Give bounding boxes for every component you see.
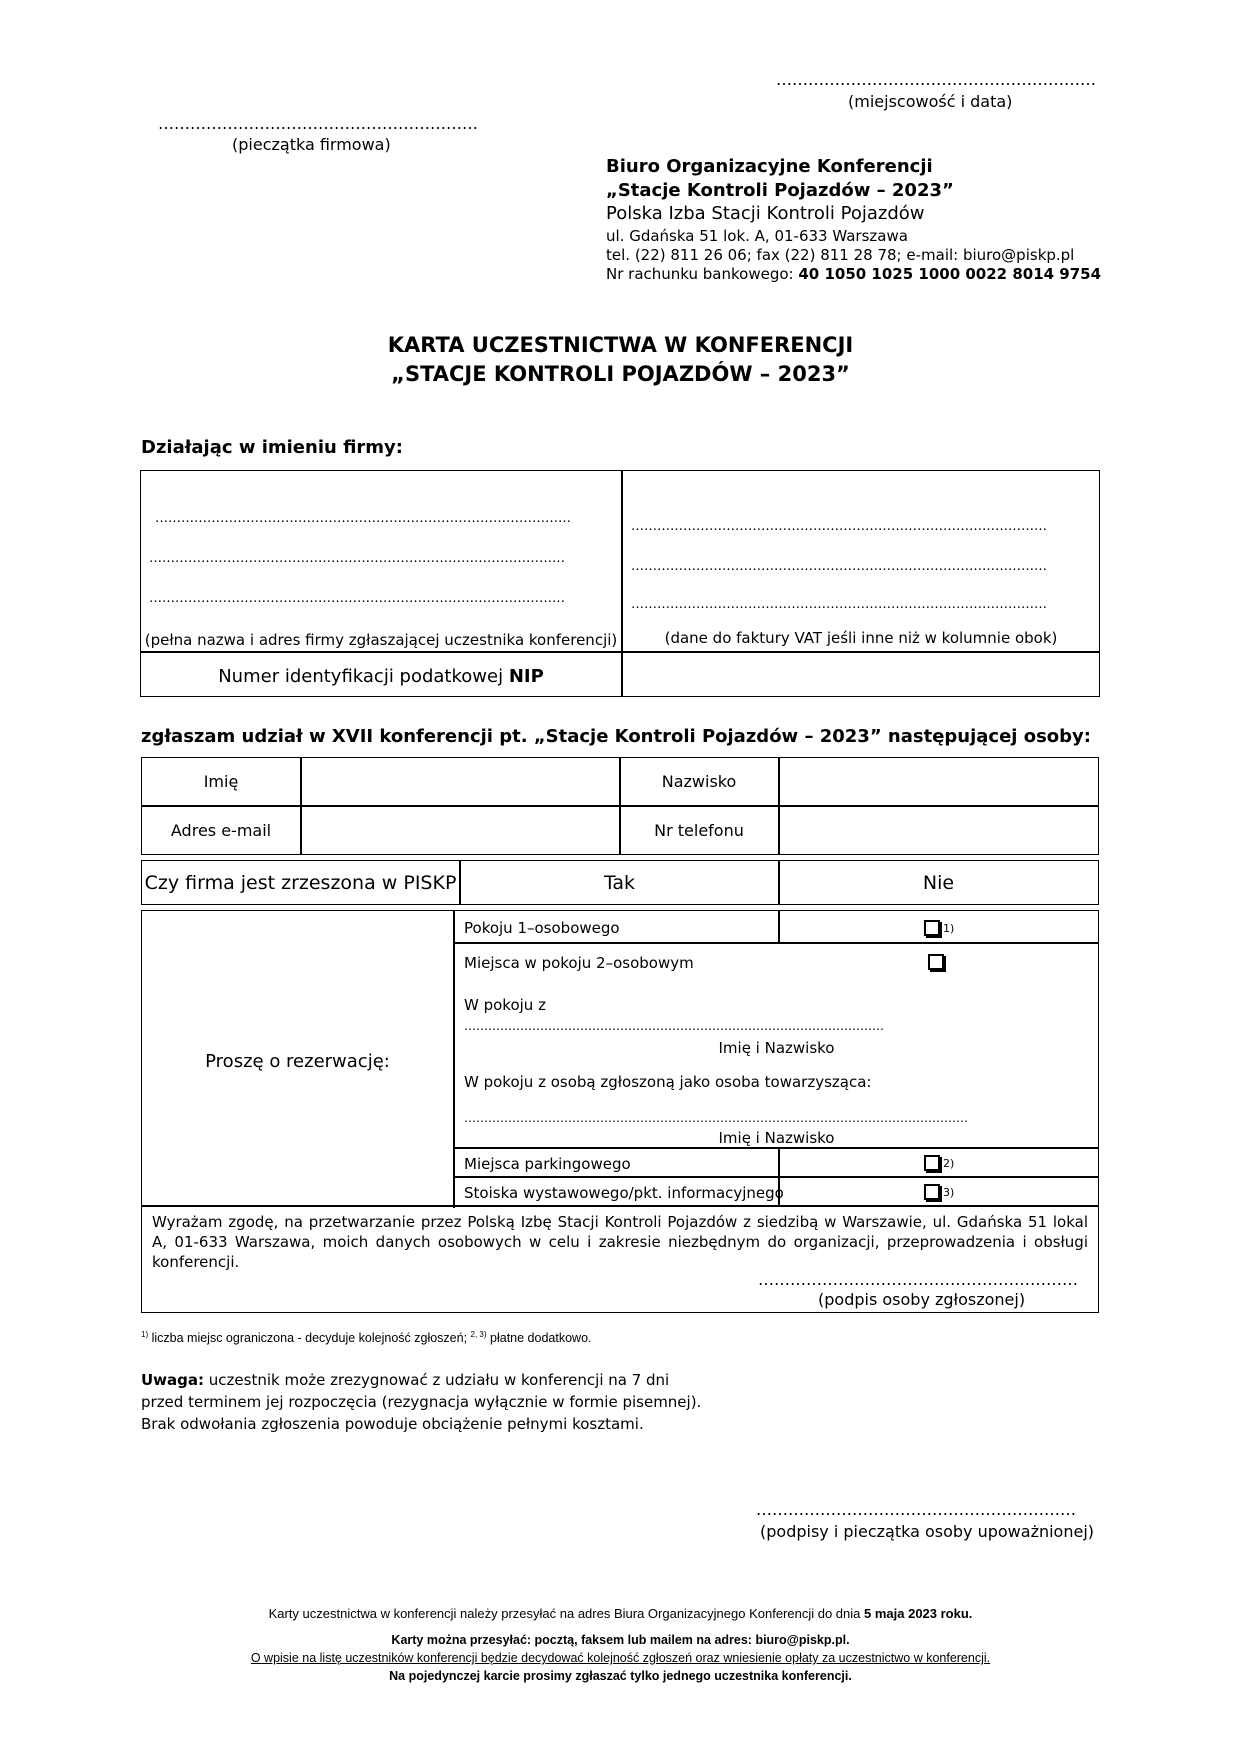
stand-note: 3) <box>943 1186 955 1199</box>
footer-line-3-text: O wpisie na listę uczestników konferencji będzie decydować kolejność zgłoszeń oraz wniesienie opłaty za uczestnictwo w konferencji. <box>250 1651 991 1665</box>
warning-bold: Uwaga: <box>141 1371 205 1389</box>
company-heading: Działając w imieniu firmy: <box>141 437 403 458</box>
warning-block <box>141 1369 701 1435</box>
footer-line-2: Karty można przesyłać: pocztą, faksem lub mailem na adres: biuro@piskp.pl. <box>391 1633 850 1647</box>
company-name-field[interactable]: …………………………………………………………………………………… <box>155 511 571 526</box>
phone-label: Nr telefonu <box>654 821 744 840</box>
office-organization: Polska Izba Stacji Kontroli Pojazdów <box>606 203 925 224</box>
invoice-field-2[interactable]: …………………………………………………………………………………… <box>631 559 1047 574</box>
companion-name-label: Imię i Nazwisko <box>718 1129 835 1147</box>
phone-input[interactable] <box>780 808 1096 852</box>
footer-line-1 <box>0 1606 1241 1621</box>
parking-option[interactable] <box>924 1152 954 1171</box>
last-name-label: Nazwisko <box>661 772 737 791</box>
footer-line-3 <box>0 1651 1241 1665</box>
bank-number: 40 1050 1025 1000 0022 8014 9754 <box>798 265 1102 283</box>
office-bank <box>606 265 1101 283</box>
reservation-label: Proszę o rezerwację: <box>205 1051 390 1072</box>
with-person-label: W pokoju z <box>464 996 546 1014</box>
double-room-option[interactable] <box>928 951 944 970</box>
office-address: ul. Gdańska 51 lok. A, 01-633 Warszawa <box>606 227 908 245</box>
consent-signature-field[interactable]: …………………………………………………… <box>758 1270 1078 1289</box>
company-right-label: (dane do faktury VAT jeśli inne niż w kolumnie obok) <box>664 629 1058 647</box>
email-input[interactable] <box>302 808 618 852</box>
last-name-input[interactable] <box>780 760 1096 804</box>
office-conference-name: „Stacje Kontroli Pojazdów – 2023” <box>606 180 954 201</box>
stamp-dots: …………………………………………………… <box>158 114 478 133</box>
email-label: Adres e-mail <box>170 821 272 840</box>
footer-deadline: 5 maja 2023 roku. <box>864 1606 973 1621</box>
stamp-label: (pieczątka firmowa) <box>232 135 391 154</box>
first-name-label: Imię <box>203 772 239 791</box>
double-room-label: Miejsca w pokoju 2–osobowym <box>464 954 694 972</box>
company-address-field-1[interactable]: …………………………………………………………………………………… <box>149 551 565 566</box>
place-date-dots: …………………………………………………… <box>776 70 1096 89</box>
nip-label-text: Numer identyfikacji podatkowej <box>218 666 509 687</box>
companion-input[interactable]: ……………………………………………………………………………………………………………… <box>464 1111 968 1125</box>
parking-note: 2) <box>943 1157 955 1170</box>
footnotes <box>141 1330 592 1345</box>
office-name: Biuro Organizacyjne Konferencji <box>606 156 933 177</box>
with-person-input[interactable]: …………………………………………………………………………………………… <box>464 1019 884 1033</box>
membership-no-option[interactable]: Nie <box>922 872 955 894</box>
office-contact: tel. (22) 811 26 06; fax (22) 811 28 78; e-mail: biuro@piskp.pl <box>606 246 1075 264</box>
single-room-note: 1) <box>943 922 955 935</box>
participant-table <box>141 757 1099 855</box>
bank-label: Nr rachunku bankowego: <box>606 265 799 283</box>
place-date-label: (miejscowość i data) <box>848 92 1013 111</box>
double-room-checkbox[interactable] <box>928 954 944 970</box>
company-address-field-2[interactable]: …………………………………………………………………………………… <box>149 591 565 606</box>
companion-label: W pokoju z osobą zgłoszoną jako osoba towarzysząca: <box>464 1073 872 1091</box>
company-left-label: (pełna nazwa i adres firmy zgłaszającej uczestnika konferencji) <box>144 631 618 649</box>
consent-box <box>141 1205 1099 1313</box>
membership-question: Czy firma jest zrzeszona w PISKP <box>144 872 457 894</box>
consent-text: Wyrażam zgodę, na przetwarzanie przez Polską Izbę Stacji Kontroli Pojazdów z siedzibą w Warszawie, ul. Gdańska 51 lokal A, 01-633 Warszawa, moich danych osobowych w celu i zakresie niezbędnym do organizacji, przeprowadzenia i obsługi konferencji. <box>152 1213 1088 1271</box>
invoice-field-1[interactable]: …………………………………………………………………………………… <box>631 519 1047 534</box>
warning-text-1: uczestnik może zrezygnować z udziału w konferencji na 7 dni <box>204 1371 670 1389</box>
form-title-line2: „STACJE KONTROLI POJAZDÓW – 2023” <box>391 362 850 386</box>
footnote-text-1: liczba miejsc ograniczona - decyduje kolejność zgłoszeń; <box>151 1331 468 1346</box>
single-room-checkbox[interactable] <box>924 920 940 936</box>
with-person-name-label: Imię i Nazwisko <box>718 1039 835 1057</box>
warning-line-2: przed terminem jej rozpoczęcia (rezygnacja wyłącznie w formie pisemnej). <box>141 1393 702 1411</box>
reservation-box <box>141 910 1099 1207</box>
nip-label <box>141 666 621 687</box>
company-box <box>140 470 1100 697</box>
footnote-text-2: płatne dodatkowo. <box>490 1331 592 1346</box>
membership-row <box>141 860 1099 905</box>
nip-input[interactable] <box>623 653 1099 696</box>
warning-line-1 <box>141 1369 701 1391</box>
stand-checkbox[interactable] <box>924 1184 940 1200</box>
participant-heading: zgłaszam udział w XVII konferencji pt. „Stacje Kontroli Pojazdów – 2023” następującej osoby: <box>141 726 1091 747</box>
footnote-mark-2: 2, 3) <box>470 1330 487 1339</box>
membership-yes-option[interactable]: Tak <box>603 872 636 894</box>
footnote-mark-1: 1) <box>141 1330 149 1339</box>
authorized-signature-field[interactable]: …………………………………………………… <box>756 1500 1076 1519</box>
first-name-input[interactable] <box>302 760 618 804</box>
parking-checkbox[interactable] <box>924 1155 940 1171</box>
footer-line-1-text: Karty uczestnictwa w konferencji należy przesyłać na adres Biura Organizacyjnego Konferencji do dnia <box>268 1606 864 1621</box>
warning-line-3: Brak odwołania zgłoszenia powoduje obciążenie pełnymi kosztami. <box>141 1415 644 1433</box>
nip-label-bold: NIP <box>508 666 544 687</box>
single-room-label: Pokoju 1–osobowego <box>464 919 620 937</box>
form-title-line1: KARTA UCZESTNICTWA W KONFERENCJI <box>387 333 854 357</box>
stand-label: Stoiska wystawowego/pkt. informacyjnego <box>464 1184 784 1202</box>
authorized-signature-label: (podpisy i pieczątka osoby upoważnionej) <box>760 1522 1095 1541</box>
single-room-option[interactable] <box>924 917 954 936</box>
stand-option[interactable] <box>924 1181 954 1200</box>
consent-signature-label: (podpis osoby zgłoszonej) <box>818 1290 1026 1309</box>
invoice-field-3[interactable]: …………………………………………………………………………………… <box>631 597 1047 612</box>
footer-line-4: Na pojedynczej karcie prosimy zgłaszać tylko jednego uczestnika konferencji. <box>389 1669 852 1683</box>
parking-label: Miejsca parkingowego <box>464 1155 631 1173</box>
